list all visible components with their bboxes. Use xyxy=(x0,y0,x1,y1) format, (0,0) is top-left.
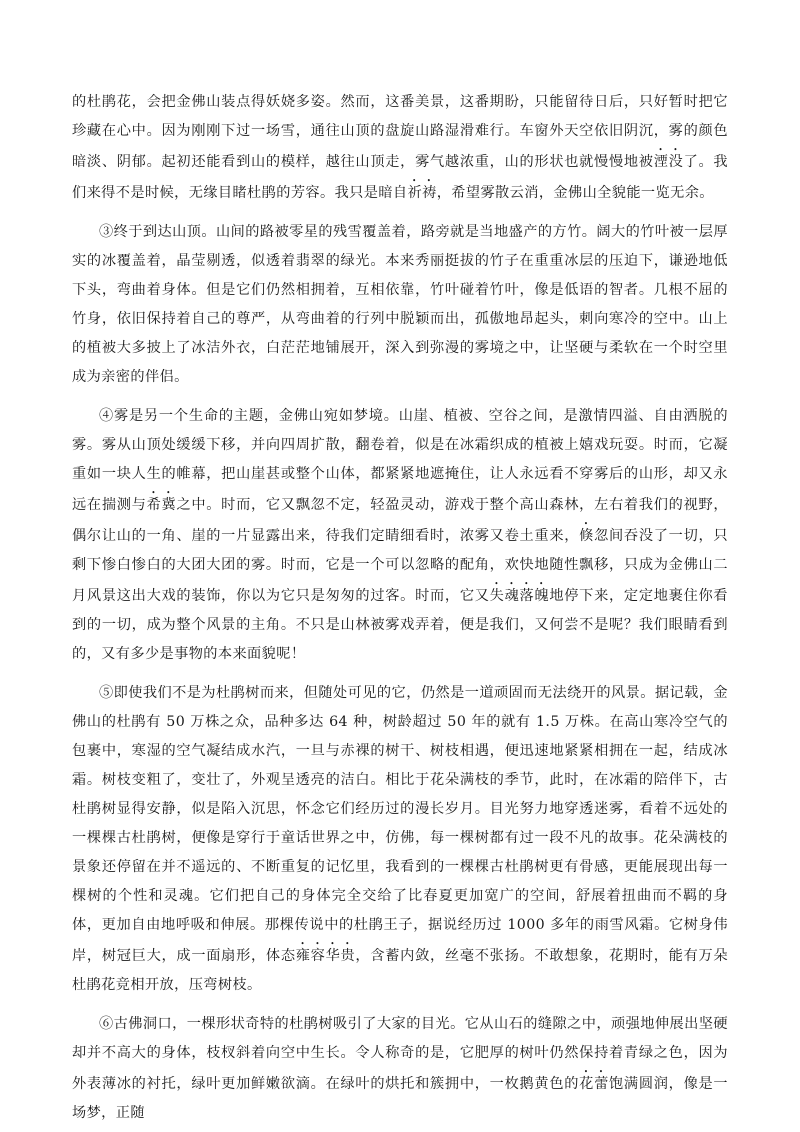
emphasized-word: 希冀 xyxy=(146,497,177,513)
text-run: ⑥古佛洞口，一棵形状奇特的杜鹃树吸引了大家的目光。它从山石的缝隙之中，顽强地伸展出坚硬却并不高大的身体，枝杈斜着向空中生长。令人称奇的是，它肥厚的树叶仍然保持着青绿之色，因为外表薄冰的衬托，绿叶更加鲜嫩欲滴。在绿叶的烘托和簇拥中，一枚鹅黄色的 xyxy=(72,1016,728,1092)
paragraph-p3 xyxy=(72,218,728,392)
text-run: 忽间吞没了一切，只剩下惨白惨白的大团大团的雾。时而，它是一个可以忽略的配角，欢快地随性飘移，只成为金佛山二月风景这出大戏的装饰，你以为它只是匆匆的过客。时而，它又 xyxy=(72,528,728,604)
emphasized-word: 雍容华贵 xyxy=(295,948,356,964)
text-run: 饱满圆润，像是一场梦，正随 xyxy=(72,1076,729,1121)
document-page xyxy=(72,88,728,1128)
text-run: ，含蓄内敛，丝毫不张扬。不敢想象，花期时，能有万朵杜鹃花竞相开放，压弯树枝。 xyxy=(72,948,728,993)
paragraph-p5 xyxy=(72,679,728,1000)
paragraph-p6 xyxy=(72,1010,728,1128)
text-run: 的杜鹃花，会把金佛山装点得妖娆多姿。然而，这番美景，这番期盼，只能留待日后，只好暂时把它珍藏在心中。因为刚刚下过一场雪，通往山顶的盘旋山路湿滑难行。车窗外天空依旧阴沉，雾的颜色暗淡、阴郁。起初还能看到山的模样，越往山顶走，雾气越浓重，山的形状也就慢慢地被 xyxy=(72,94,728,170)
text-run: 了。我们来得不是时候，无缘目睹杜鹃的芳容。我只是暗自 xyxy=(72,154,728,201)
emphasized-word: 失魂落魄 xyxy=(489,588,550,604)
emphasized-word: 花蕾 xyxy=(579,1076,609,1092)
text-run: 地停下来，定定地裹住你看到的一切，成为整个风景的主角。不只是山林被雾戏弄着，便是我们，又何尝不是呢？我们眼睛看到的，又有多少是事物的本来面貌呢！ xyxy=(72,588,728,662)
text-run: ，希望雾散云消，金佛山全貌能一览无余。 xyxy=(436,185,714,201)
paragraph-p1 xyxy=(72,88,728,208)
emphasized-word: 倏 xyxy=(579,528,595,544)
text-run: ⑤即使我们不是为杜鹃树而来，但随处可见的它，仍然是一道顽固而无法绕开的风景。据记载，金佛山的杜鹃有 50 万株之众，品种多达 64 种，树龄超过 50 年的就有 1.5 万株。在高山寒冷空气的包裹中，寒湿的空气凝结成水汽，一旦与赤裸的树干、树枝相遇，便迅速地紧紧相拥在一起，结成冰霜。树枝变粗了，变壮了，外观呈透亮的洁白。相比于花朵满枝的季节，此时，在冰霜的陪伴下，古杜鹃树显得安静，似是陷入沉思，怀念它们经历过的漫长岁月。目光努力地穿透迷雾，看着不远处的一棵棵古杜鹃树，便像是穿行于童话世界之中，仿佛，每一棵树都有过一段不凡的故事。花朵满枝的景象还停留在并不遥远的、不断重复的记忆里，我看到的一棵棵古杜鹃树更有骨感，更能展现出每一棵树的个性和灵魂。它们把自己的身体完全交给了比春夏更加宽广的空间，舒展着扭曲而不羁的身体，更加自由地呼吸和伸展。那棵传说中的杜鹃王子，据说经历过 1000 多年的雨雪风霜。它树身伟岸，树冠巨大，成一面扇形，体态 xyxy=(72,685,728,964)
text-run: 之中。时而，它又飘忽不定，轻盈灵动，游戏于整个高山森林，左右着我们的视野，偶尔让山的一角、崖的一片显露出来，待我们定睛细看时，浓雾又卷土重来， xyxy=(72,497,728,544)
paragraph-p4 xyxy=(72,402,728,669)
emphasized-word: 祈祷 xyxy=(407,185,437,201)
text-run: ③终于到达山顶。山间的路被零星的残雪覆盖着，路旁就是当地盛产的方竹。阔大的竹叶被一层厚实的冰覆盖着，晶莹剔透，似透着翡翠的绿光。本来秀丽挺拔的竹子在重重冰层的压迫下，谦逊地低下头，弯曲着身体。但是它们仍然相拥着，互相依靠，竹叶碰着竹叶，像是低语的智者。几根不屈的竹身，依旧保持着自己的尊严，从弯曲着的行列中脱颖而出，孤傲地昂起头，刺向寒冷的空中。山上的植被大多披上了冰洁外衣，白茫茫地铺展开，深入到弥漫的雾境之中，让坚硬与柔软在一个时空里成为亲密的伴侣。 xyxy=(72,224,728,385)
text-run: ④雾是另一个生命的主题，金佛山宛如梦境。山崖、植被、空谷之间，是激情四溢、自由洒脱的雾。雾从山顶处缓缓下移，并向四周扩散，翻卷着，似是在冰霜织成的植被上嬉戏玩耍。时而，它凝重如一块人生的帷幕，把山崖甚或整个山体，都紧紧地遮掩住，让人永远看不穿雾后的山形，却又永远在揣测与 xyxy=(72,408,728,513)
emphasized-word: 湮没 xyxy=(653,154,684,170)
